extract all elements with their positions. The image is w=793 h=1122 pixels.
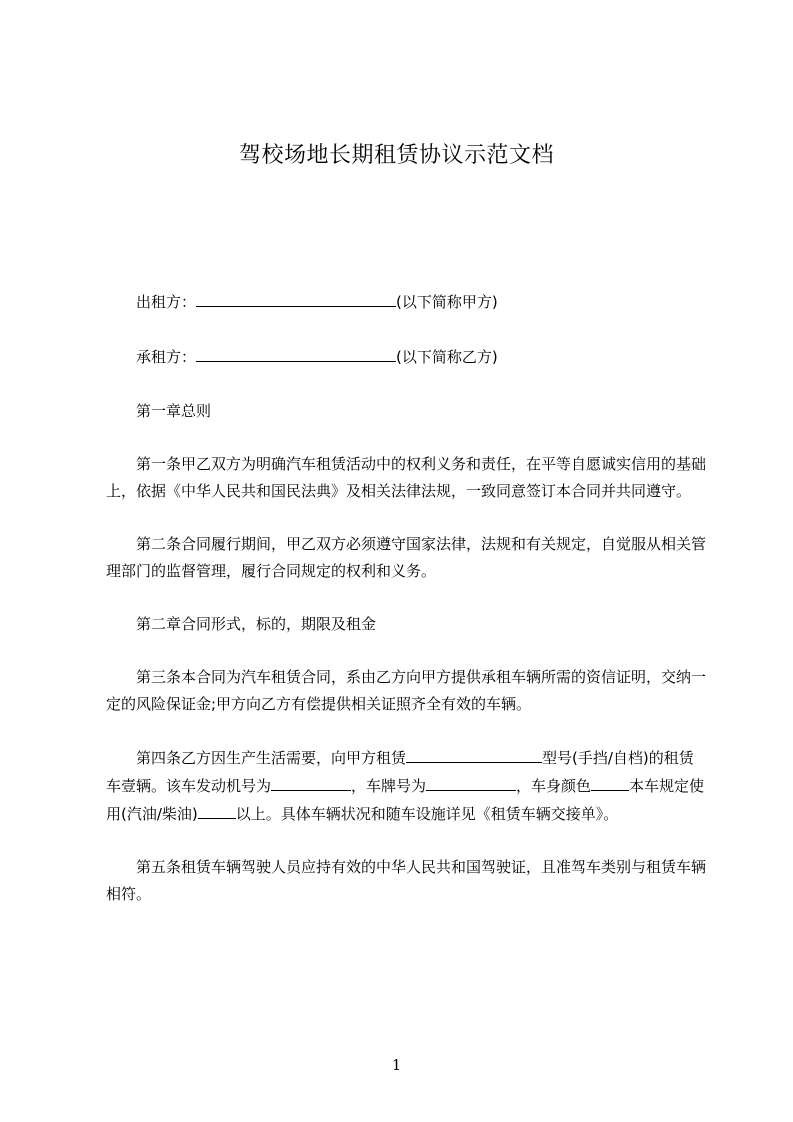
lessee-suffix: (以下简称乙方) <box>396 348 498 366</box>
chapter1-heading: 第一章总则 <box>136 402 212 420</box>
article4-part2: 型号(手挡/自档)的租赁车壹辆。该车发动机号为 <box>106 749 694 795</box>
article4-part1: 第四条乙方因生产生活需要，向甲方租赁 <box>136 749 407 767</box>
lessor-blank <box>196 288 396 307</box>
article5: 第五条租赁车辆驾驶人员应持有效的中华人民共和国驾驶证，且准驾车类别与租赁车辆相符。 <box>106 858 707 903</box>
article4-part3: ，车牌号为 <box>351 777 427 795</box>
article2: 第二条合同履行期间，甲乙双方必须遵守国家法律，法规和有关规定，自觉服从相关管理部门的监督管理，履行合同规定的权利和义务。 <box>106 535 707 580</box>
engine-number-blank <box>271 772 351 791</box>
article4 <box>106 744 706 828</box>
document-body <box>106 288 706 934</box>
body-color-blank <box>591 772 629 791</box>
lessor-suffix: (以下简称甲方) <box>396 293 498 311</box>
article4-part6: 以上。具体车辆状况和随车设施详见《租赁车辆交接单》。 <box>235 805 619 823</box>
vehicle-model-blank <box>406 744 542 763</box>
fuel-grade-blank <box>198 800 236 819</box>
article3: 第三条本合同为汽车租赁合同，系由乙方向甲方提供承租车辆所需的资信证明，交纳一定的风险保证金;甲方向乙方有偿提供相关证照齐全有效的车辆。 <box>106 668 707 713</box>
article1: 第一条甲乙双方为明确汽车租赁活动中的权利义务和责任，在平等自愿诚实信用的基础上，依据《中华人民共和国民法典》及相关法律法规，一致同意签订本合同并共同遵守。 <box>106 455 707 500</box>
article4-part5: 本车规定使用(汽油/柴油) <box>106 777 705 823</box>
lessor-label: 出租方： <box>136 293 197 311</box>
chapter2-heading: 第二章合同形式，标的，期限及租金 <box>136 615 377 633</box>
lessee-blank <box>196 343 396 362</box>
document-title: 驾校场地长期租赁协议示范文档 <box>238 143 554 168</box>
page-number: 1 <box>391 1056 402 1074</box>
plate-number-blank <box>426 772 516 791</box>
lessor-line <box>106 288 706 316</box>
lessee-label: 承租方： <box>136 348 197 366</box>
article4-part4: ，车身颜色 <box>516 777 592 795</box>
lessee-line <box>106 343 706 371</box>
